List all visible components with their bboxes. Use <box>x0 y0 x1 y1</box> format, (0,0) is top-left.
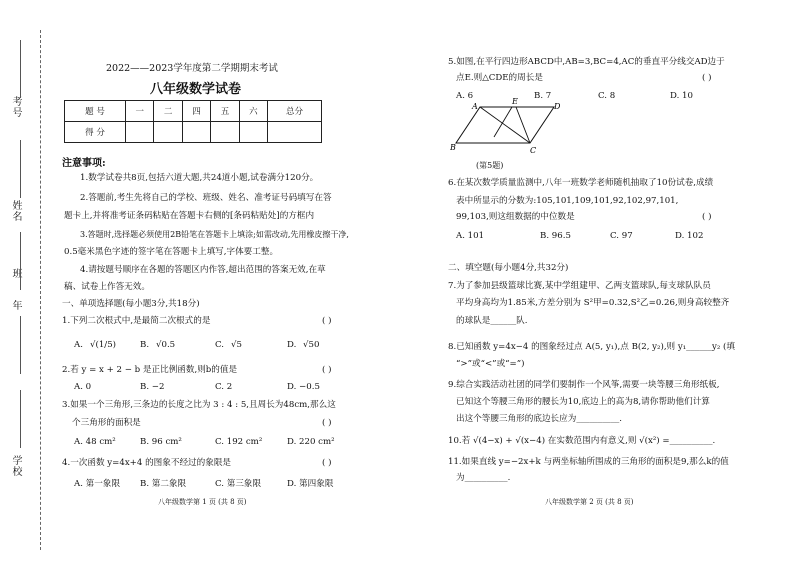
point-c-label: C <box>530 146 537 155</box>
q5-answer-bracket[interactable]: ( ) <box>702 73 712 83</box>
q5-stem-continued: 点E.则△CDE的周长是 <box>456 73 543 83</box>
exam-title: 2022——2023学年度第二学期期末考试 <box>106 63 278 74</box>
score-cell[interactable] <box>211 122 239 143</box>
notes-title: 注意事项: <box>62 158 106 169</box>
q3-option-c[interactable]: C. 192 cm² <box>215 437 263 447</box>
q6-option-a[interactable]: A. 101 <box>456 231 485 241</box>
q6-line: 6.在某次数学质量监测中,八年一班数学老师随机抽取了10份试卷,成绩 <box>448 178 714 188</box>
score-header-cell: 五 <box>211 101 239 122</box>
q3-option-a[interactable]: A. 48 cm² <box>74 437 116 447</box>
q1-option-a[interactable]: √(1/5) <box>90 340 117 350</box>
binding-label-name: 姓名 <box>10 200 21 222</box>
q9-line: 9.综合实践活动社团的同学们要制作一个风筝,需要一块等腰三角形纸板, <box>448 380 720 390</box>
q6-answer-bracket[interactable]: ( ) <box>702 212 712 222</box>
q3-stem: 3.如果一个三角形,三条边的长度之比为 3 : 4 : 5,且周长为48cm,那么这 <box>62 400 336 410</box>
q2-option-d[interactable]: D. −0.5 <box>287 382 320 392</box>
q9-line: 出这个等腰三角形的底边长应为__________. <box>456 414 623 424</box>
q4-option-b[interactable]: B. 第二象限 <box>140 479 187 489</box>
q4-option-d[interactable]: D. 第四象限 <box>287 479 334 489</box>
q6-line: 表中所显示的分数为:105,101,109,101,92,102,97,101, <box>456 196 679 206</box>
score-header-cell: 二 <box>154 101 182 122</box>
binding-field-line <box>20 140 21 198</box>
q3-option-b[interactable]: B. 96 cm² <box>140 437 182 447</box>
q4-option-a[interactable]: A. 第一象限 <box>74 479 121 489</box>
note-line: 稿、试卷上作答无效。 <box>64 282 150 292</box>
note-line: 2.答题前,考生先将自己的学校、班级、姓名、准考证号码填写在答 <box>80 193 332 203</box>
point-b-label: B <box>450 143 456 152</box>
score-header-cell: 题 号 <box>65 101 126 122</box>
note-line: 3.答题时,选择题必须使用2B铅笔在答题卡上填涂;如需改动,先用橡皮擦干净, <box>80 230 349 239</box>
score-table-header-row <box>65 101 322 122</box>
q7-line: 平均身高均为1.85米,方差分别为 S²甲=0.32,S²乙=0.26,则身高较整齐 <box>456 298 730 308</box>
q2-option-c[interactable]: C. 2 <box>215 382 233 392</box>
q10-line: 10.若 √(4−x) + √(x−4) 在实数范围内有意义,则 √(x²) =__________. <box>448 436 716 446</box>
left-page-footer: 八年级数学第 1 页 (共 8 页) <box>158 498 247 506</box>
q5-option-a[interactable]: A. 6 <box>456 91 474 101</box>
score-cell[interactable] <box>154 122 182 143</box>
binding-field-line <box>20 316 21 374</box>
q1-option-b-label: B. <box>140 340 150 350</box>
binding-field-line <box>20 390 21 448</box>
note-line: 0.5毫米黑色字迹的签字笔在答题卡上填写,字体要工整。 <box>64 247 279 257</box>
q5-figure-caption: (第5题) <box>476 161 504 170</box>
q1-option-c[interactable]: √5 <box>231 340 242 350</box>
q2-stem: 2.若 y = x + 2 − b 是正比例函数,则b的值是 <box>62 365 238 375</box>
note-line: 题卡上,并将准考证条码粘贴在答题卡右侧的[条码粘贴处]的方框内 <box>64 211 315 221</box>
binding-label-class: 班 <box>10 268 21 279</box>
binding-label-school: 学校 <box>10 455 21 477</box>
binding-margin <box>0 0 46 561</box>
note-line: 4.请按题号顺序在各题的答题区内作答,超出范围的答案无效,在草 <box>80 265 326 275</box>
q7-line: 7.为了参加县级篮球比赛,某中学组建甲、乙两支篮球队,每支球队队员 <box>448 281 711 291</box>
q1-option-c-label: C. <box>215 340 225 350</box>
score-cell[interactable] <box>126 122 154 143</box>
section-one-title: 一、单项选择题(每小题3分,共18分) <box>62 299 200 309</box>
score-table <box>64 100 322 143</box>
binding-label-grade: 年 <box>10 300 21 311</box>
q6-option-b[interactable]: B. 96.5 <box>540 231 571 241</box>
q6-option-c[interactable]: C. 97 <box>610 231 633 241</box>
binding-dashed-line <box>40 30 41 550</box>
q1-option-a-label: A. <box>74 340 83 350</box>
score-header-cell: 六 <box>239 101 267 122</box>
binding-label-exam-number: 考号 <box>10 96 21 118</box>
score-table-row <box>65 122 322 143</box>
q4-answer-bracket[interactable]: ( ) <box>322 458 332 468</box>
point-d-label: D <box>554 102 560 111</box>
q5-option-b[interactable]: B. 7 <box>534 91 552 101</box>
score-header-cell: 一 <box>126 101 154 122</box>
q1-option-d-label: D. <box>287 340 297 350</box>
score-header-cell: 总分 <box>268 101 322 122</box>
q11-line: 为__________. <box>456 473 511 483</box>
q9-line: 已知这个等腰三角形的腰长为10,底边上的高为8,请你帮助他们计算 <box>456 397 710 407</box>
score-cell[interactable] <box>268 122 322 143</box>
point-e-label: E <box>512 97 518 106</box>
score-header-cell: 四 <box>182 101 210 122</box>
q8-line: “>”或“<”或“=”) <box>456 359 525 369</box>
q6-option-d[interactable]: D. 102 <box>675 231 704 241</box>
q3-stem-continued: 个三角形的面积是 <box>72 418 141 428</box>
q1-option-b[interactable]: √0.5 <box>156 340 176 350</box>
q1-option-d[interactable]: √50 <box>303 340 320 350</box>
q11-line: 11.如果直线 y=−2x+k 与两坐标轴所围成的三角形的面积是9,那么k的值 <box>448 457 729 467</box>
score-row-label: 得 分 <box>65 122 126 143</box>
paper-title: 八年级数学试卷 <box>150 82 242 97</box>
binding-field-line <box>20 40 21 98</box>
q7-line: 的球队是______队. <box>456 316 528 326</box>
q1-stem: 1.下列二次根式中,是最简二次根式的是 <box>62 316 211 326</box>
q2-answer-bracket[interactable]: ( ) <box>322 365 332 375</box>
q8-line: 8.已知函数 y=4x−4 的图象经过点 A(5, y₁),点 B(2, y₂),则 y₁______y₂ (填 <box>448 342 735 352</box>
q2-option-b[interactable]: B. −2 <box>140 382 165 392</box>
score-cell[interactable] <box>182 122 210 143</box>
q3-option-d[interactable]: D. 220 cm² <box>287 437 335 447</box>
q5-stem: 5.如图,在平行四边形ABCD中,AB=3,BC=4,AC的垂直平分线交AD边于 <box>448 57 725 67</box>
right-page-footer: 八年级数学第 2 页 (共 8 页) <box>545 498 634 506</box>
q6-line: 99,103,则这组数据的中位数是 <box>456 212 575 222</box>
q1-answer-bracket[interactable]: ( ) <box>322 316 332 326</box>
q5-option-d[interactable]: D. 10 <box>670 91 693 101</box>
score-cell[interactable] <box>239 122 267 143</box>
q3-answer-bracket[interactable]: ( ) <box>322 418 332 428</box>
section-two-title: 二、填空题(每小题4分,共32分) <box>448 263 569 273</box>
q2-option-a[interactable]: A. 0 <box>74 382 92 392</box>
point-a-label: A <box>472 102 478 111</box>
parallelogram-figure <box>450 95 560 157</box>
note-line: 1.数学试卷共8页,包括六道大题,共24道小题,试卷满分120分。 <box>80 173 319 183</box>
q4-stem: 4.一次函数 y=4x+4 的图象不经过的象限是 <box>62 458 232 468</box>
q5-option-c[interactable]: C. 8 <box>598 91 616 101</box>
q4-option-c[interactable]: C. 第三象限 <box>215 479 262 489</box>
binding-field-line <box>20 232 21 290</box>
